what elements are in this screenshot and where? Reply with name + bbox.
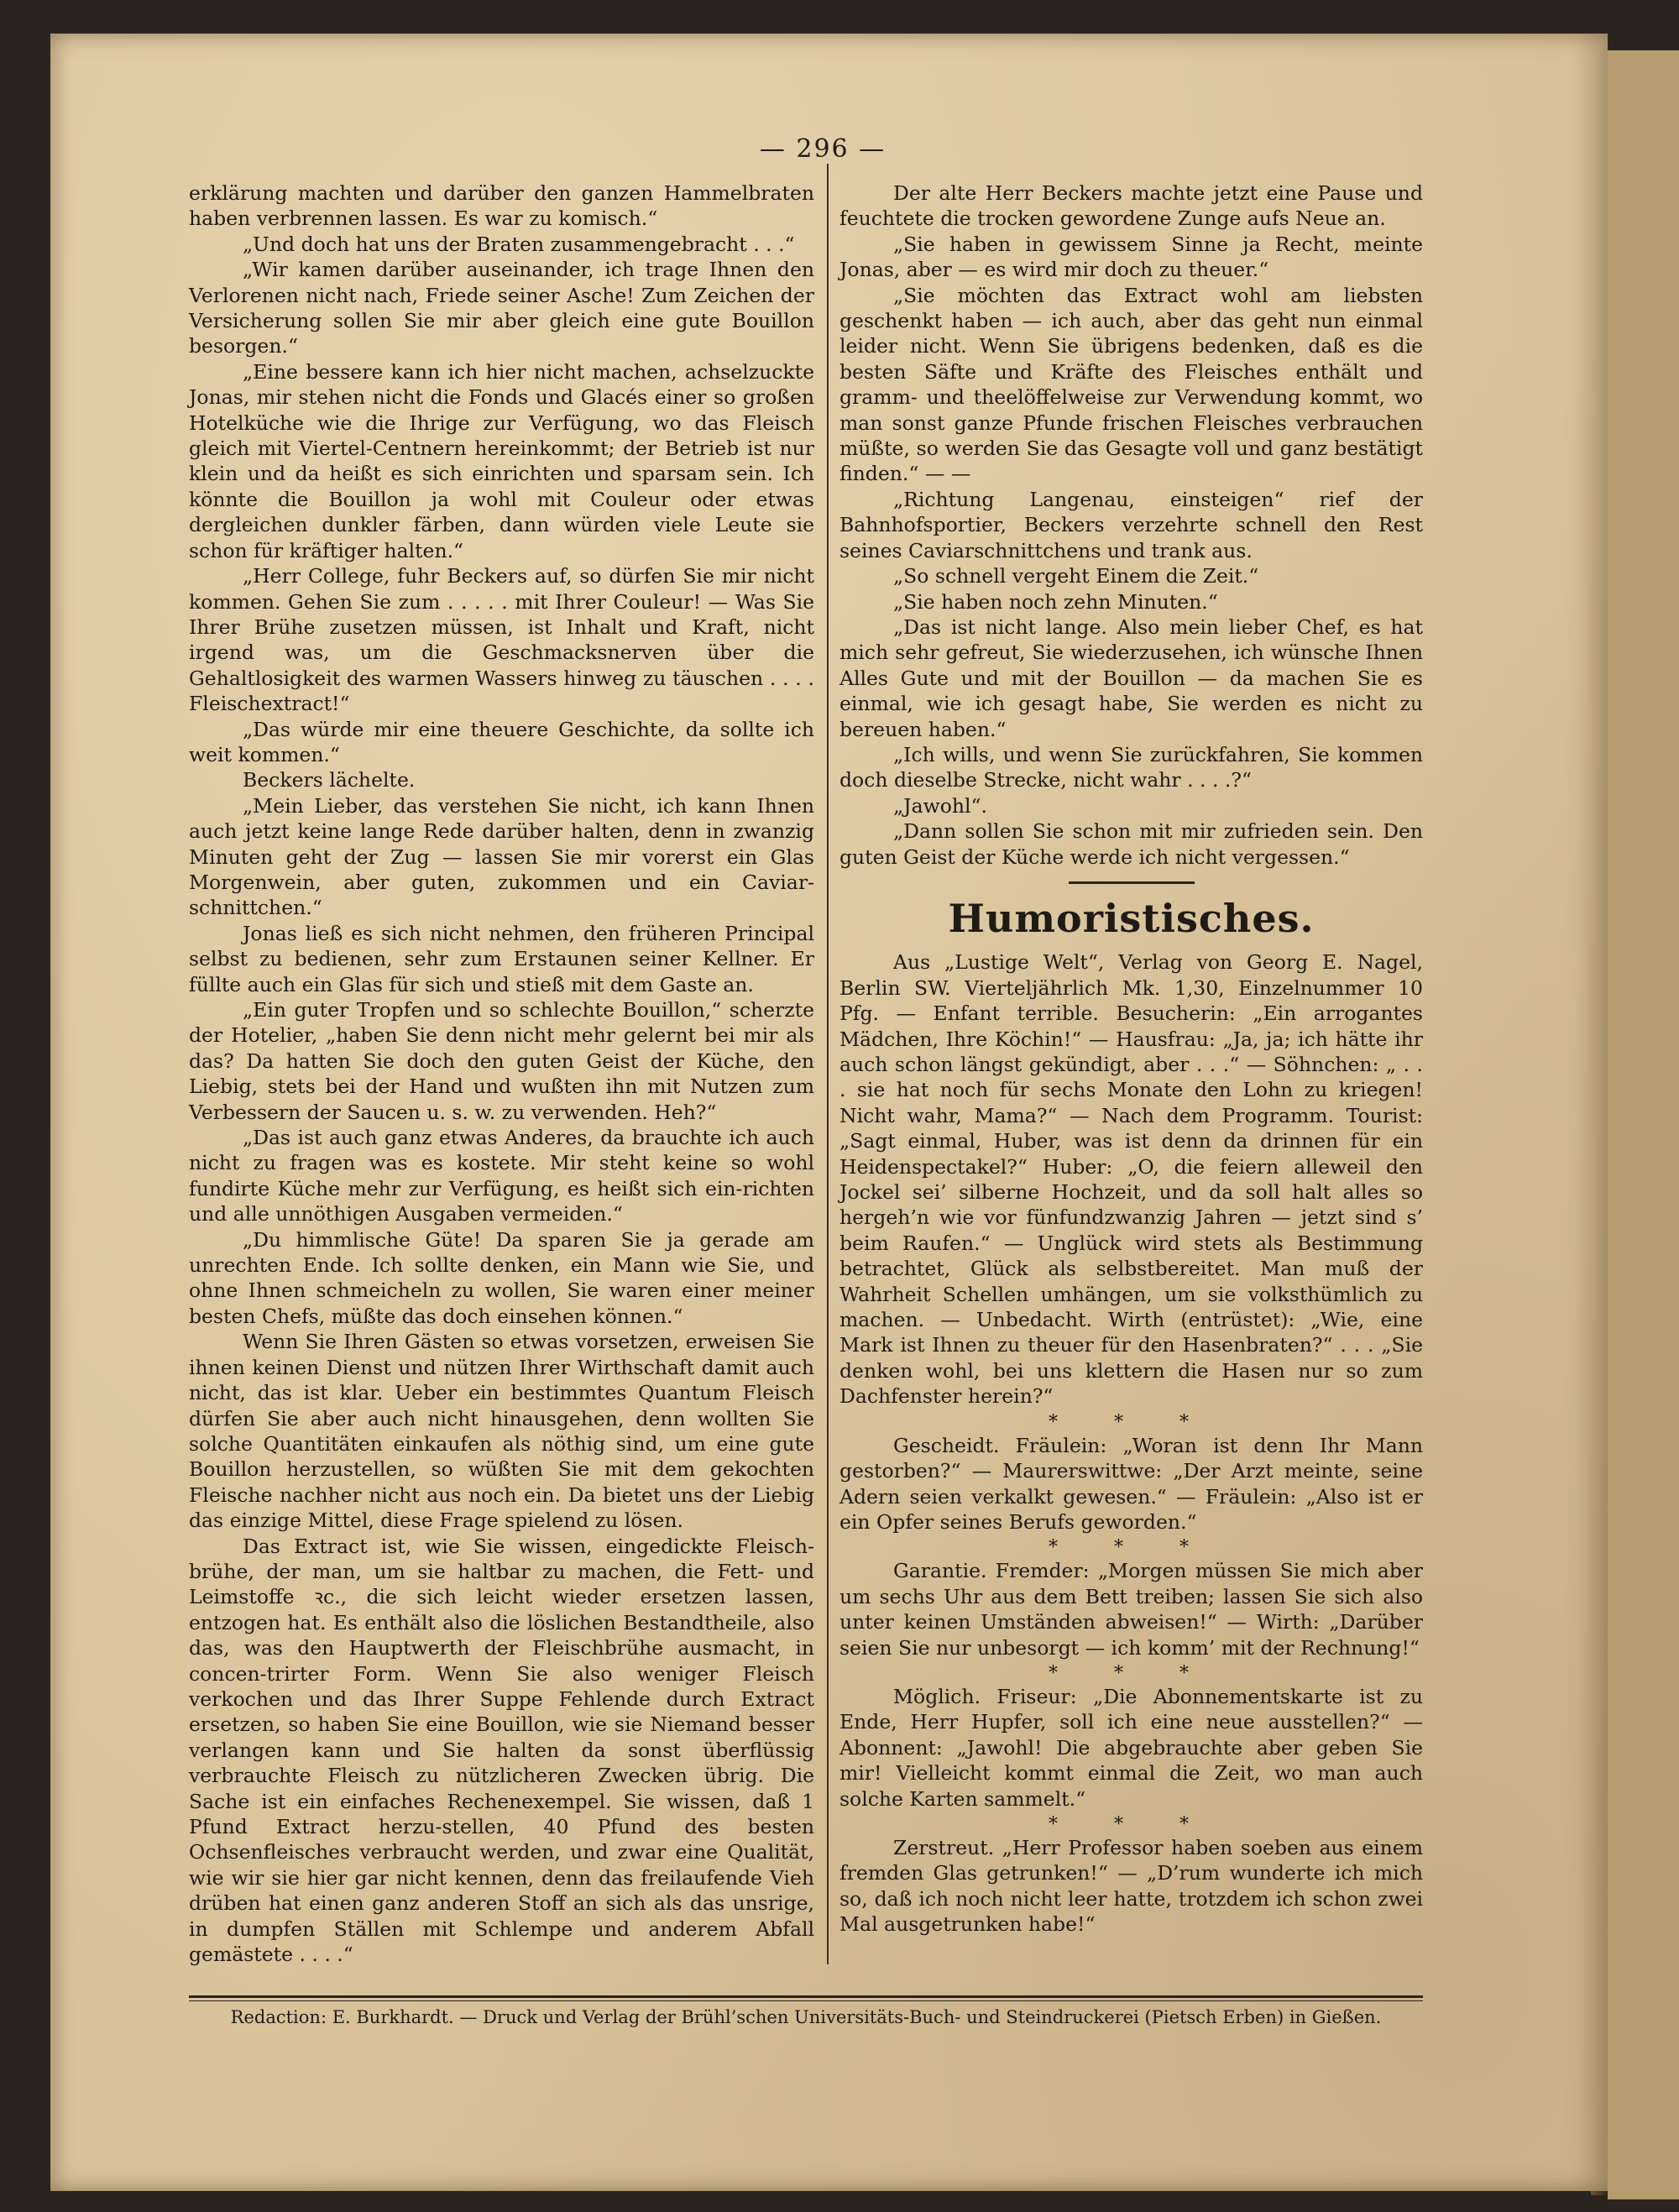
- paragraph: „Sie haben in gewissem Sinne ja Recht, meinte Jonas, aber — es wird mir doch zu theuer.“: [840, 232, 1423, 282]
- paragraph: Das Extract ist, wie Sie wissen, eingedickte Fleisch-brühe, der man, um sie haltbar zu machen, die Fett- und Leimstoffe ꝛc., die sich leicht wieder ersetzen lassen, entzogen hat. Es enthält also die löslichen Bestandtheile, also das, was den Hauptwerth der Fleischbrühe ausmacht, in concen-trirter Form. Wenn Sie also weniger Fleisch verkochen und das Ihrer Suppe Fehlende durch Extract ersetzen, so haben Sie eine Bouillon, wie sie Niemand besser verlangen kann und Sie halten da sonst überflüssig verbrauchte Fleisch zu nützlicheren Zwecken übrig. Die Sache ist ein einfaches Rechenexempel. Sie wissen, daß 1 Pfund Extract herzu-stellen, 40 Pfund des besten Ochsenfleisches verbraucht werden, und zwar eine Qualität, wie wir sie hier gar nicht kennen, denn das freilaufende Vieh drüben hat einen ganz anderen Stoff an sich als das unsrige, in dumpfen Ställen mit Schlempe und anderem Abfall gemästete . . . .“: [189, 1534, 814, 1967]
- section-separator-stars: * * *: [1049, 1537, 1214, 1559]
- right-column: [840, 180, 1423, 1937]
- paragraph: Der alte Herr Beckers machte jetzt eine Pause und feuchtete die trocken gewordene Zunge aufs Neue an.: [840, 181, 1423, 231]
- story-continuation: [840, 180, 1423, 870]
- imprint-footer: Redaction: E. Burkhardt. — Druck und Verlag der Brühl’schen Universitäts-Buch- und Steindruckerei (Pietsch Erben) in Gießen.: [230, 2007, 1382, 2027]
- paragraph: „Wir kamen darüber auseinander, ich trage Ihnen den Verlorenen nicht nach, Friede seiner Asche! Zum Zeichen der Versicherung sollen Sie mir aber gleich eine gute Bouillon besorgen.“: [189, 258, 814, 358]
- paragraph: „Dann sollen Sie schon mit mir zufrieden sein. Den guten Geist der Küche werde ich nicht vergessen.“: [840, 819, 1423, 869]
- humor-section: [840, 949, 1423, 1937]
- section-divider-rule: [1069, 881, 1195, 884]
- paragraph: „Richtung Langenau, einsteigen“ rief der Bahnhofsportier, Beckers verzehrte schnell den Rest seines Caviarschnittchens und trank aus.: [840, 487, 1423, 562]
- paragraph: „Ich wills, und wenn Sie zurückfahren, Sie kommen doch dieselbe Strecke, nicht wahr . . . .?“: [840, 742, 1423, 792]
- paragraph: „Jawohl“.: [893, 793, 988, 818]
- paragraph: „Herr College, fuhr Beckers auf, so dürfen Sie mir nicht kommen. Gehen Sie zum . . . . . mit Ihrer Couleur! — Was Sie Ihrer Brühe zusetzen müssen, ist Inhalt und Kraft, nicht irgend was, um die Geschmacksnerven über die Gehaltlosigkeit des warmen Wassers hinweg zu täuschen . . . . Fleischextract!“: [189, 564, 814, 716]
- paragraph: „Das ist auch ganz etwas Anderes, da brauchte ich auch nicht zu fragen was es kostete. Mir steht keine so wohl fundirte Küche mehr zur Verfügung, es heißt sich ein-richten und alle unnöthigen Ausgaben vermeiden.“: [189, 1126, 814, 1226]
- paragraph: „Das ist nicht lange. Also mein lieber Chef, es hat mich sehr gefreut, Sie wiederzusehen, ich wünsche Ihnen Alles Gute und mit der Bouillon — da machen Sie es einmal, wie ich gesagt habe, Sie werden es nicht zu bereuen haben.“: [840, 614, 1423, 741]
- paragraph: „Eine bessere kann ich hier nicht machen, achselzuckte Jonas, mir stehen nicht die Fonds und Glacés einer so großen Hotelküche wie die Ihrige zur Verfügung, wo das Fleisch gleich mit Viertel-Centnern hereinkommt; der Betrieb ist nur klein und da heißt es sich einrichten und sparsam sein. Ich könnte die Bouillon ja wohl mit Couleur oder etwas dergleichen dunkler färben, dann würden viele Leute sie schon für kräftiger halten.“: [189, 359, 814, 562]
- paragraph: Garantie. Fremder: „Morgen müssen Sie mich aber um sechs Uhr aus dem Bett treiben; lassen Sie sich also unter keinen Umständen abweisen!“ — Wirth: „Darüber seien Sie nur unbesorgt — ich komm’ mit der Rechnung!“: [840, 1559, 1423, 1660]
- paragraph: „Sie möchten das Extract wohl am liebsten geschenkt haben — ich auch, aber das geht nun einmal leider nicht. Wenn Sie übrigens bedenken, daß es die besten Säfte und Kräfte des Fleisches enthält und gramm- und theelöffelweise zur Verwendung kommt, wo man sonst ganze Pfunde frischen Fleisches verbrauchen müßte, so werden Sie das Gesagte voll und ganz bestätigt finden.“ — —: [840, 283, 1423, 486]
- paragraph: „So schnell vergeht Einem die Zeit.“: [893, 564, 1259, 588]
- paragraph: Beckers lächelte.: [243, 768, 416, 792]
- footer-rule: [189, 1995, 1423, 1998]
- paragraph: Zerstreut. „Herr Professor haben soeben aus einem fremden Glas getrunken!“ — „D’rum wunderte ich mich so, daß ich noch nicht leer hatte, trotzdem ich schon zwei Mal ausgetrunken habe!“: [840, 1835, 1423, 1937]
- section-separator-stars: * * *: [1049, 1813, 1214, 1835]
- paragraph: „Und doch hat uns der Braten zusammengebracht . . .“: [243, 232, 795, 256]
- paragraph: Gescheidt. Fräulein: „Woran ist denn Ihr Mann gestorben?“ — Maurerswittwe: „Der Arzt meinte, seine Adern seien verkalkt gewesen.“ — Fräulein: „Also ist er ein Opfer seines Berufs geworden.“: [840, 1433, 1423, 1534]
- page-number: — 296 —: [759, 134, 887, 164]
- paragraph: „Ein guter Tropfen und so schlechte Bouillon,“ scherzte der Hotelier, „haben Sie denn nicht mehr gelernt bei mir als das? Da hatten Sie doch den guten Geist der Küche, den Liebig, stets bei der Hand und wußten ihn mit Nutzen zum Verbessern der Saucen u. s. w. zu verwenden. Heh?“: [189, 998, 814, 1124]
- paragraph: erklärung machten und darüber den ganzen Hammelbraten haben verbrennen lassen. Es war zu komisch.“: [189, 181, 814, 231]
- paragraph: Aus „Lustige Welt“, Verlag von Georg E. Nagel, Berlin SW. Vierteljährlich Mk. 1,30, Einzelnummer 10 Pfg. — Enfant terrible. Besucherin: „Ein arrogantes Mädchen, Ihre Köchin!“ — Hausfrau: „Ja, ja; ich hätte ihr auch schon längst gekündigt, aber . . .“ — Söhnchen: „ . . . sie hat noch für sechs Monate den Lohn zu kriegen! Nicht wahr, Mama?“ — Nach dem Programm. Tourist: „Sagt einmal, Huber, was ist denn da drinnen für ein Heidenspectakel?“ Huber: „O, die feiern alleweil den Jockel sei’ silberne Hochzeit, und da soll halt alles so hergeh’n wie vor fünfundzwanzig Jahren — jetzt sind s’ beim Raufen.“ — Unglück wird stets als Bestimmung betrachtet, Glück als selbstbereitet. Man muß der Wahrheit Schellen umhängen, um sie volksthümlich zu machen. — Unbedacht. Wirth (entrüstet): „Wie, eine Mark ist Ihnen zu theuer für den Hasenbraten?“ . . . „Sie denken wohl, bei uns klettern die Hasen nur so zum Dachfenster herein?“: [840, 950, 1423, 1409]
- paragraph: „Sie haben noch zehn Minuten.“: [893, 589, 1218, 614]
- paragraph: „Das würde mir eine theuere Geschichte, da sollte ich weit kommen.“: [189, 717, 814, 766]
- left-column: [189, 180, 814, 1967]
- section-separator-stars: * * *: [1049, 1411, 1214, 1433]
- paragraph: „Mein Lieber, das verstehen Sie nicht, ich kann Ihnen auch jetzt keine lange Rede darüber halten, denn in zwanzig Minuten geht der Zug — lassen Sie mir vorerst ein Glas Morgenwein, aber guten, zukommen und ein Caviar-schnittchen.“: [189, 793, 814, 920]
- paragraph: Möglich. Friseur: „Die Abonnementskarte ist zu Ende, Herr Hupfer, soll ich eine neue ausstellen?“ — Abonnent: „Jawohl! Die abgebrauchte aber geben Sie mir! Vielleicht kommt einmal die Zeit, wo man auch solche Karten sammelt.“: [840, 1684, 1423, 1811]
- facing-page-edge: [1608, 50, 1679, 2199]
- paragraph: Wenn Sie Ihren Gästen so etwas vorsetzen, erweisen Sie ihnen keinen Dienst und nützen Ihrer Wirthschaft damit auch nicht, das ist klar. Ueber ein bestimmtes Quantum Fleisch dürfen Sie aber auch nicht hinausgehen, denn wollten Sie solche Quantitäten einkaufen als nöthig sind, um eine gute Bouillon herzustellen, so wüßten Sie mit dem gekochten Fleische nachher nicht aus noch ein. Da bietet uns der Liebig das einzige Mittel, diese Frage spielend zu lösen.: [189, 1330, 814, 1533]
- section-separator-stars: * * *: [1049, 1662, 1214, 1684]
- section-heading: Humoristisches.: [948, 895, 1315, 941]
- paragraph: „Du himmlische Güte! Da sparen Sie ja gerade am unrechten Ende. Ich sollte denken, ein Mann wie Sie, und ohne Ihnen schmeicheln zu wollen, Sie waren einer meiner besten Chefs, müßte das doch einsehen können.“: [189, 1227, 814, 1328]
- column-divider: [827, 164, 829, 1964]
- footer-rule-thin: [189, 2000, 1423, 2001]
- paragraph: Jonas ließ es sich nicht nehmen, den früheren Principal selbst zu bedienen, sehr zum Erstaunen seiner Kellner. Er füllte auch ein Glas für sich und stieß mit dem Gaste an.: [189, 921, 814, 996]
